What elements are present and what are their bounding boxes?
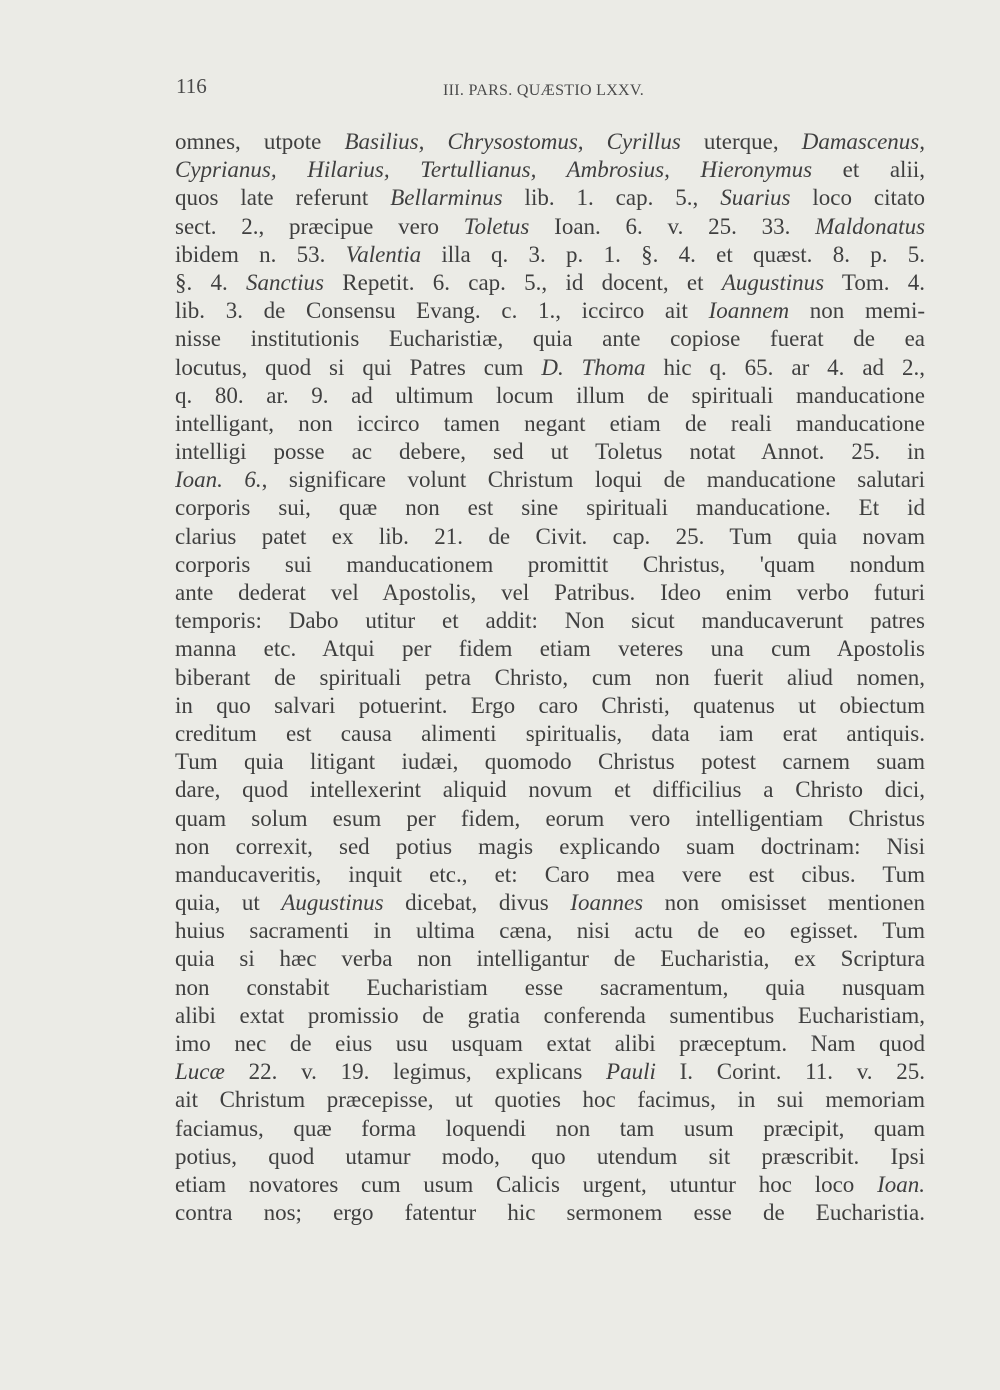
text-segment: contra nos; ergo fatentur hic sermonem esse de Eucharistia. xyxy=(175,1200,925,1226)
text-line xyxy=(175,494,925,522)
italic-text: D. Thoma xyxy=(541,354,646,380)
text-line xyxy=(175,269,925,297)
text-segment: temporis: Dabo utitur et addit: Non sicut manducaverunt patres xyxy=(175,608,925,634)
text-segment: ante dederat vel Apostolis, vel Patribus. Ideo enim verbo futuri xyxy=(175,580,925,605)
italic-text: Valentia xyxy=(345,241,422,267)
text-line xyxy=(175,156,925,184)
text-line xyxy=(175,241,925,269)
text-line xyxy=(175,607,925,635)
text-line xyxy=(175,889,925,917)
text-segment: non memi- xyxy=(789,298,925,324)
text-line xyxy=(175,692,925,720)
text-segment: manducaveritis, inquit etc., et: Caro mea vere est cibus. Tum xyxy=(175,861,925,887)
italic-text: Augustinus xyxy=(281,890,384,916)
text-segment: sect. 2., præcipue vero xyxy=(175,213,464,239)
text-line xyxy=(175,466,925,494)
text-line xyxy=(175,720,925,748)
italic-text: Ioannem xyxy=(708,298,790,324)
italic-text: Maldonatus xyxy=(815,213,925,239)
text-segment: nisse institutionis Eucharistiæ, quia ante copiose fuerat de ea xyxy=(175,326,925,352)
text-segment: faciamus, quæ forma loquendi non tam usum præcipit, quam xyxy=(175,1115,925,1141)
body-text xyxy=(175,128,925,1227)
text-line xyxy=(175,1030,925,1058)
text-segment: huius sacramenti in ultima cæna, nisi actu de eo egisset. Tum xyxy=(175,918,925,944)
text-segment: manna etc. Atqui per fidem etiam veteres una cum Apostolis xyxy=(175,636,925,662)
text-line xyxy=(175,1115,925,1143)
italic-text: Bellarminus xyxy=(390,185,503,211)
italic-text: Toletus xyxy=(463,213,530,239)
text-segment: illa q. 3. p. 1. §. 4. et quæst. 8. p. 5. xyxy=(421,241,925,267)
text-line xyxy=(175,635,925,663)
text-line xyxy=(175,213,925,241)
text-segment: ibidem n. 53. xyxy=(175,241,346,267)
text-line xyxy=(175,664,925,692)
text-line xyxy=(175,1058,925,1086)
text-line xyxy=(175,438,925,466)
text-segment: alibi extat promissio de gratia conferenda sumentibus Eucharistiam, xyxy=(175,1002,925,1028)
italic-text: Damascenus, xyxy=(801,129,925,154)
text-line xyxy=(175,945,925,973)
italic-text: Ioannes xyxy=(570,890,644,916)
text-line xyxy=(175,748,925,776)
text-line xyxy=(175,579,925,607)
text-segment: dare, quod intellexerint aliquid novum et difficilius a Christo dici, xyxy=(175,777,925,803)
text-segment: potius, quod utamur modo, quo utendum sit præscribit. Ipsi xyxy=(175,1143,925,1169)
text-segment: lib. 1. cap. 5., xyxy=(502,185,721,211)
text-segment: locutus, quod si qui Patres cum xyxy=(175,354,542,380)
text-segment: Tum quia litigant iudæi, quomodo Christus potest carnem suam xyxy=(175,749,925,775)
italic-text: Ioan. 6. xyxy=(175,467,262,493)
italic-text: Basilius, Chrysostomus, Cyrillus xyxy=(344,129,681,154)
text-segment: quia si hæc verba non intelligantur de Eucharistia, ex Scriptura xyxy=(175,946,925,972)
text-segment: non omisisset mentionen xyxy=(643,890,925,916)
text-segment: intelligi posse ac debere, sed ut Toletus notat Annot. 25. in xyxy=(175,439,925,465)
text-line xyxy=(175,833,925,861)
text-line xyxy=(175,1002,925,1030)
text-segment: Ioan. 6. v. 25. 33. xyxy=(529,213,816,239)
text-segment: q. 80. ar. 9. ad ultimum locum illum de spirituali manducatione xyxy=(175,382,925,408)
italic-text: Lucæ xyxy=(175,1059,225,1085)
text-line xyxy=(175,974,925,1002)
text-segment: imo nec de eius usu usquam extat alibi præceptum. Nam quod xyxy=(175,1031,925,1056)
text-segment: loco citato xyxy=(790,185,925,211)
text-line xyxy=(175,523,925,551)
text-segment: uterque, xyxy=(680,129,802,154)
italic-text: Pauli xyxy=(606,1059,656,1085)
text-segment: non constabit Eucharistiam esse sacramentum, quia nusquam xyxy=(175,974,925,1000)
italic-text: Cyprianus, Hilarius, Tertullianus, Ambrosius, Hieronymus xyxy=(175,157,813,183)
text-segment: I. Corint. 11. v. 25. xyxy=(655,1059,925,1085)
text-line xyxy=(175,551,925,579)
text-segment: Tom. 4. xyxy=(824,269,925,295)
running-head: III. PARS. QUÆSTIO LXXV. xyxy=(443,82,645,99)
text-segment: dicebat, divus xyxy=(383,890,571,916)
text-segment: et alii, xyxy=(812,157,925,183)
text-line xyxy=(175,805,925,833)
text-line xyxy=(175,1171,925,1199)
text-segment: hic q. 65. ar 4. ad 2., xyxy=(645,354,925,380)
text-line xyxy=(175,861,925,889)
text-segment: etiam novatores cum usum Calicis urgent, utuntur hoc loco xyxy=(175,1171,878,1197)
text-segment: Repetit. 6. cap. 5., id docent, et xyxy=(324,269,722,295)
text-segment: in quo salvari potuerint. Ergo caro Christi, quatenus ut obiectum xyxy=(175,692,925,718)
text-line xyxy=(175,382,925,410)
text-segment: biberant de spirituali petra Christo, cum non fuerit aliud nomen, xyxy=(175,664,925,690)
text-segment: clarius patet ex lib. 21. de Civit. cap. 25. Tum quia novam xyxy=(175,523,925,549)
text-line xyxy=(175,917,925,945)
italic-text: Augustinus xyxy=(721,269,825,295)
text-segment: quia, ut xyxy=(175,890,282,916)
text-segment: quam solum esum per fidem, eorum vero intelligentiam Christus xyxy=(175,805,925,831)
text-segment: quos late referunt xyxy=(175,185,391,211)
text-line xyxy=(175,325,925,353)
text-line xyxy=(175,354,925,382)
italic-text: Suarius xyxy=(720,185,791,211)
text-segment: ait Christum præcepisse, ut quoties hoc facimus, in sui memoriam xyxy=(175,1087,925,1113)
page-number: 116 xyxy=(176,74,207,98)
text-segment: intelligant, non iccirco tamen negant etiam de reali manducatione xyxy=(175,410,925,436)
text-line xyxy=(175,297,925,325)
text-segment: omnes, utpote xyxy=(175,129,345,154)
text-line xyxy=(175,776,925,804)
text-line xyxy=(175,1143,925,1171)
text-segment: §. 4. xyxy=(175,269,247,295)
text-line xyxy=(175,1199,925,1227)
text-segment: corporis sui manducationem promittit Christus, 'quam nondum xyxy=(175,551,925,577)
text-segment: creditum est causa alimenti spiritualis, data iam erat antiquis. xyxy=(175,720,925,746)
text-line xyxy=(175,184,925,212)
text-segment: 22. v. 19. legimus, explicans xyxy=(224,1059,607,1085)
text-segment: , significare volunt Christum loqui de manducatione salutari xyxy=(261,467,925,493)
italic-text: Ioan. xyxy=(877,1171,925,1197)
text-line xyxy=(175,128,925,156)
text-segment: non correxit, sed potius magis explicando suam doctrinam: Nisi xyxy=(175,833,925,859)
text-segment: lib. 3. de Consensu Evang. c. 1., iccirco ait xyxy=(175,298,709,324)
text-line xyxy=(175,1086,925,1114)
italic-text: Sanctius xyxy=(246,269,324,295)
text-line xyxy=(175,410,925,438)
text-segment: corporis sui, quæ non est sine spirituali manducatione. Et id xyxy=(175,495,925,521)
